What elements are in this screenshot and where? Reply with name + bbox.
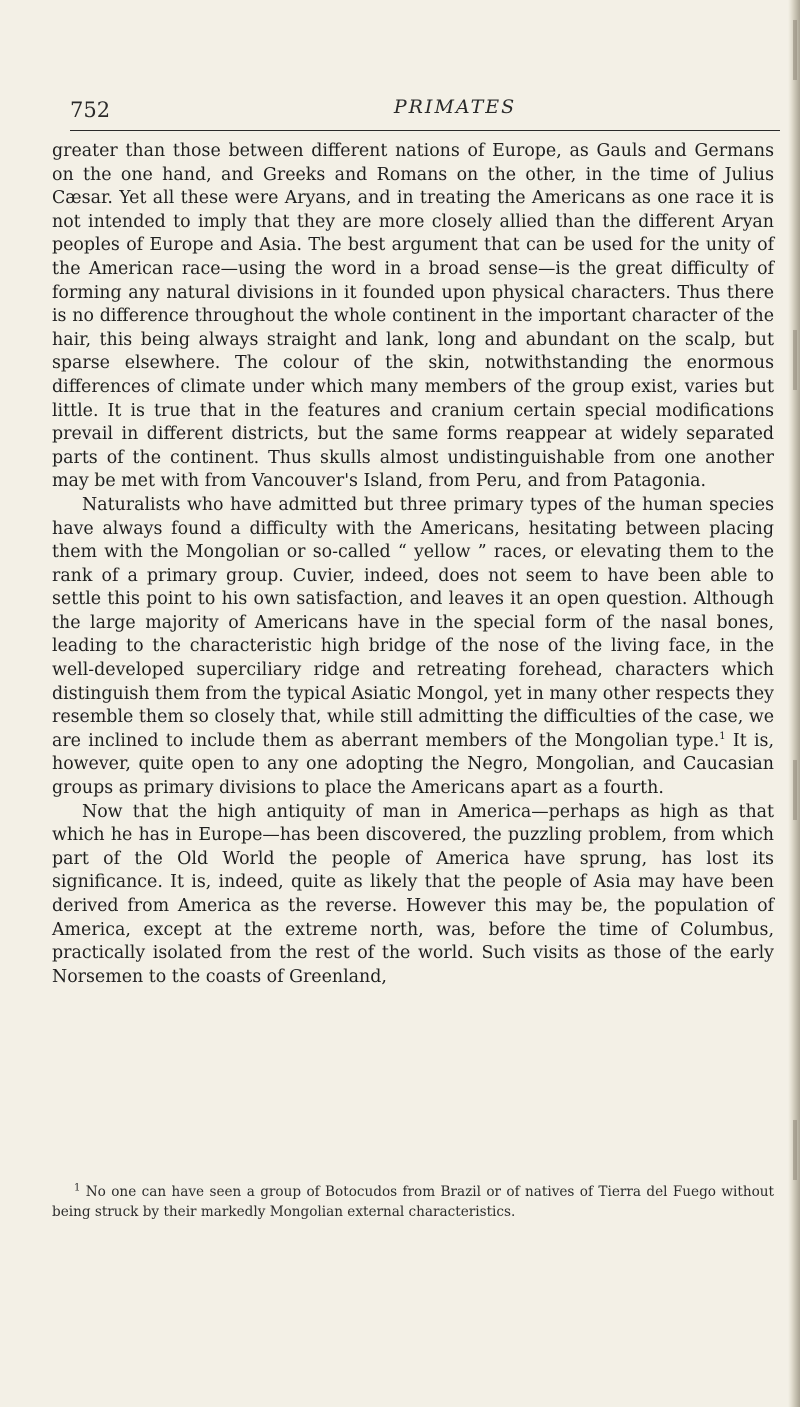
page-edge-shadow <box>788 0 800 1407</box>
paragraph-1: greater than those between different nations of Europe, as Gauls and Germans on the one hand, and Greeks and Romans on the other, in the time of Julius Cæsar. Yet all these were Aryans, and in treating the Americans as one race it is not intended to imply that they are more closely allied than the different Aryan peoples of Europe and Asia. The best argument that can be used for the unity of the American race—using the word in a broad sense—is the great difficulty of forming any natural divisions in it founded upon physical characters. Thus there is no difference throughout the whole continent in the important character of the hair, this being always straight and lank, long and abundant on the scalp, but sparse elsewhere. The colour of the skin, notwithstanding the enormous differences of climate under which many members of the group exist, varies but little. It is true that in the features and cranium certain special modifications prevail in different districts, but the same forms reappear at widely separated parts of the continent. Thus skulls almost undistinguishable from one another may be met with from Vancouver's Island, from Peru, and from Patagonia. <box>52 141 774 492</box>
edge-mark <box>793 330 797 390</box>
edge-mark <box>793 1120 797 1180</box>
body-text <box>52 140 774 989</box>
running-title: PRIMATES <box>393 96 517 118</box>
paragraph-2-text-b: It is, however, quite open to any one adopting the Negro, Mongolian, and Caucasian groups as primary divisions to place the Americans apart as a fourth. <box>52 730 775 799</box>
paragraph-2 <box>52 494 774 801</box>
page-header <box>70 92 780 126</box>
footnote-reference: 1 <box>719 731 726 743</box>
edge-mark <box>793 20 797 80</box>
footnote-text: No one can have seen a group of Botocudos from Brazil or of natives of Tierra del Fuego without being struck by their markedly Mongolian external characteristics. <box>52 1184 774 1220</box>
footnote-marker: 1 <box>74 1182 81 1194</box>
edge-mark <box>793 760 797 820</box>
page-number: 752 <box>70 98 111 122</box>
footnote <box>52 1182 774 1222</box>
paragraph-2-text-a: Naturalists who have admitted but three primary types of the human species have always found a difficulty with the Americans, hesitating between placing them with the Mongolian or so-called “ yellow ” races, or elevating them to the rank of a primary group. Cuvier, indeed, does not seem to have been able to settle this point to his own satisfaction, and leaves it an open question. Although the large majority of Americans have in the special form of the nasal bones, leading to the characteristic high bridge of the nose of the living face, in the well-developed superciliary ridge and retreating forehead, characters which distinguish them from the typical Asiatic Mongol, yet in many other respects they resemble them so closely that, while still admitting the difficulties of the case, we are inclined to include them as aberrant members of the Mongolian type. <box>52 494 774 751</box>
header-rule <box>70 130 780 131</box>
footnote-paragraph <box>52 1182 774 1222</box>
paragraph-3: Now that the high antiquity of man in America—perhaps as high as that which he has in Europe—has been discovered, the puzzling problem, from which part of the Old World the people of America have sprung, has lost its significance. It is, indeed, quite as likely that the people of Asia may have been derived from America as the reverse. However this may be, the population of America, except at the extreme north, was, before the time of Columbus, practically isolated from the rest of the world. Such visits as those of the early Norsemen to the coasts of Greenland, <box>52 801 774 987</box>
